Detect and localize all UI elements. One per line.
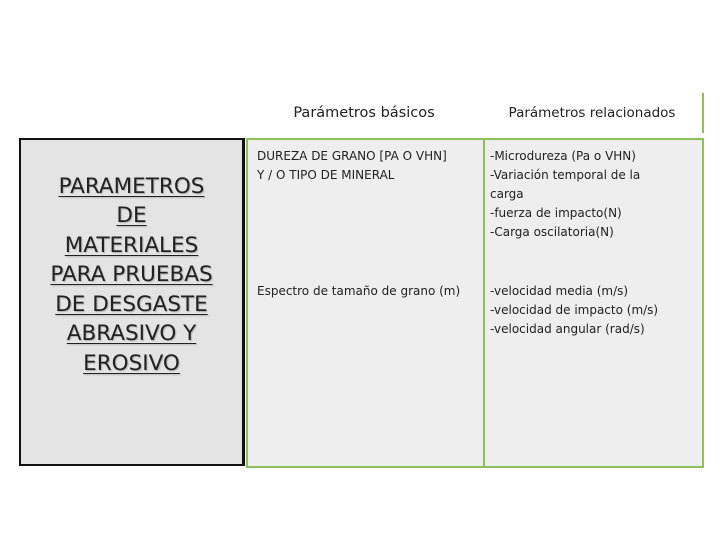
row1-related-cell: -Microdureza (Pa o VHN) -Variación temporal de la carga -fuerza de impacto(N) -Carga oscilatoria(N) <box>490 149 641 239</box>
header-basic-parameters: Parámetros básicos <box>246 93 482 133</box>
column-divider <box>483 140 485 466</box>
panel-title: PARAMETROS DE MATERIALES PARA PRUEBAS DE DESGASTE ABRASIVO Y EROSIVO <box>50 173 213 376</box>
title-panel <box>19 138 245 466</box>
row2-basic-cell: Espectro de tamaño de grano (m) <box>257 284 461 298</box>
parameters-table <box>246 138 704 468</box>
header-related-parameters: Parámetros relacionados <box>482 93 704 133</box>
row1-basic-cell: DUREZA DE GRANO [PA O VHN] Y / O TIPO DE MINERAL <box>257 149 447 182</box>
row2-related-cell: -velocidad media (m/s) -velocidad de impacto (m/s) -velocidad angular (rad/s) <box>490 284 659 336</box>
